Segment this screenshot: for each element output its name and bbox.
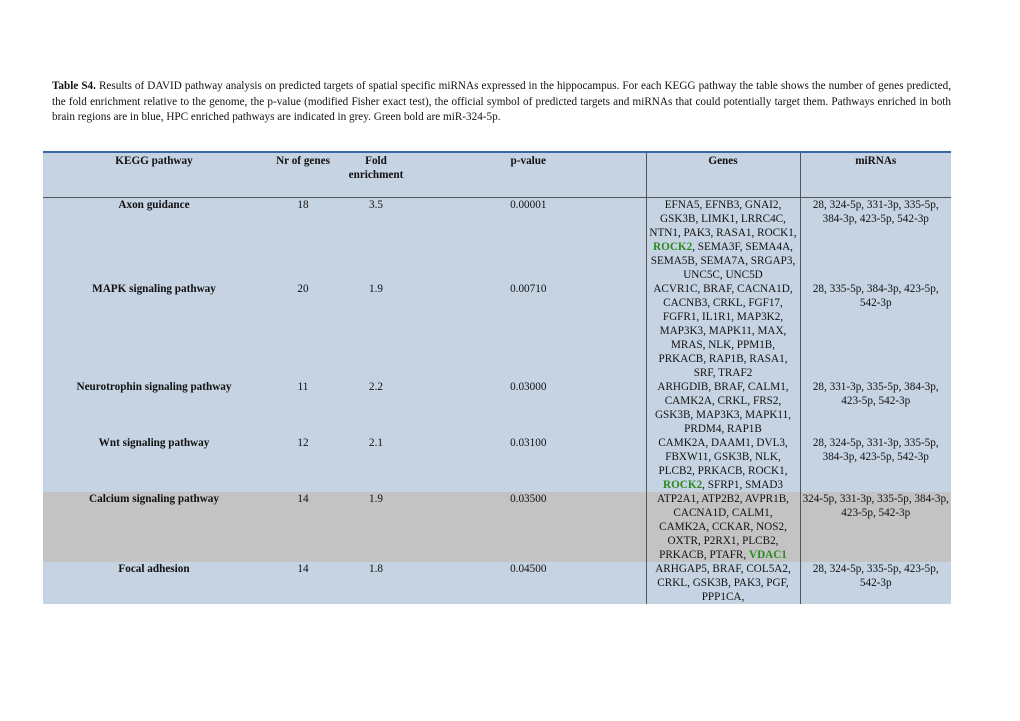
header-genes: Genes (646, 152, 800, 198)
caption-label: Table S4. (52, 80, 96, 93)
mir-324-5p-highlighted-gene: ROCK2 (663, 479, 703, 491)
header-fold-enrichment: Fold enrichment (341, 152, 411, 198)
pathway-cell: Wnt signaling pathway (43, 436, 265, 492)
table-body (43, 198, 951, 605)
pathway-cell: Axon guidance (43, 198, 265, 283)
kegg-pathway-table (43, 151, 951, 604)
header-nr-of-genes: Nr of genes (265, 152, 341, 198)
p-value-cell: 0.03000 (411, 380, 646, 436)
fold-enrichment-cell: 2.1 (341, 436, 411, 492)
fold-enrichment-cell: 1.8 (341, 562, 411, 604)
genes-cell (646, 198, 800, 283)
genes-text-continued: , SFRP1, SMAD3 (702, 479, 783, 491)
p-value-cell: 0.00710 (411, 282, 646, 380)
p-value-cell: 0.04500 (411, 562, 646, 604)
nr-genes-cell: 20 (265, 282, 341, 380)
nr-genes-cell: 14 (265, 492, 341, 562)
p-value-cell: 0.03500 (411, 492, 646, 562)
pathway-cell: MAPK signaling pathway (43, 282, 265, 380)
pathway-cell: Calcium signaling pathway (43, 492, 265, 562)
table-row (43, 282, 951, 380)
mirnas-cell: 28, 324-5p, 331-3p, 335-5p, 384-3p, 423-5p, 542-3p (800, 436, 951, 492)
caption-text: Results of DAVID pathway analysis on predicted targets of spatial specific miRNAs expressed in the hippocampus. For each KEGG pathway the table shows the number of genes predicted, the fold enrichment relative to the genome, the p-value (modified Fisher exact test), the official symbol of predicted targets and miRNAs that could potentially target them. Pathways enriched in both brain regions are in blue, HPC enriched pathways are indicated in grey. Green bold are miR-324-5p. (52, 80, 951, 124)
fold-enrichment-cell: 2.2 (341, 380, 411, 436)
genes-cell (646, 282, 800, 380)
table-row (43, 436, 951, 492)
genes-cell (646, 380, 800, 436)
mirnas-cell: 324-5p, 331-3p, 335-5p, 384-3p, 423-5p, 542-3p (800, 492, 951, 562)
genes-cell (646, 562, 800, 604)
genes-text: ACVR1C, BRAF, CACNA1D, CACNB3, CRKL, FGF17, FGFR1, IL1R1, MAP3K2, MAP3K3, MAPK11, MAX, MRAS, NLK, PPM1B, PRKACB, RAP1B, RASA1, SRF, TRAF2 (653, 283, 793, 379)
pathway-cell: Neurotrophin signaling pathway (43, 380, 265, 436)
header-mirnas: miRNAs (800, 152, 951, 198)
table-row (43, 198, 951, 283)
genes-text: ARHGAP5, BRAF, COL5A2, CRKL, GSK3B, PAK3, PGF, PPP1CA, (655, 563, 791, 603)
mirnas-cell: 28, 324-5p, 335-5p, 423-5p, 542-3p (800, 562, 951, 604)
fold-enrichment-cell: 1.9 (341, 492, 411, 562)
mirnas-cell: 28, 331-3p, 335-5p, 384-3p, 423-5p, 542-3p (800, 380, 951, 436)
genes-text: ARHGDIB, BRAF, CALM1, CAMK2A, CRKL, FRS2, GSK3B, MAP3K3, MAPK11, PRDM4, RAP1B (654, 381, 792, 435)
genes-text: CAMK2A, DAAM1, DVL3, FBXW11, GSK3B, NLK, PLCB2, PRKACB, ROCK1, (658, 437, 788, 477)
nr-genes-cell: 11 (265, 380, 341, 436)
genes-text-continued: , SEMA3F, SEMA4A, SEMA5B, SEMA7A, SRGAP3, UNC5C, UNC5D (650, 241, 796, 281)
fold-enrichment-cell: 3.5 (341, 198, 411, 283)
mirnas-cell: 28, 335-5p, 384-3p, 423-5p, 542-3p (800, 282, 951, 380)
table-caption (52, 79, 951, 126)
table-row (43, 492, 951, 562)
mir-324-5p-highlighted-gene: VDAC1 (748, 549, 787, 561)
table-header-row (43, 152, 951, 198)
table-row (43, 380, 951, 436)
pathway-cell: Focal adhesion (43, 562, 265, 604)
genes-text: EFNA5, EFNB3, GNAI2, GSK3B, LIMK1, LRRC4C, NTN1, PAK3, RASA1, ROCK1, (649, 199, 797, 239)
nr-genes-cell: 14 (265, 562, 341, 604)
genes-text: ATP2A1, ATP2B2, AVPR1B, CACNA1D, CALM1, CAMK2A, CCKAR, NOS2, OXTR, P2RX1, PLCB2, PRKACB, PTAFR, (657, 493, 789, 561)
p-value-cell: 0.00001 (411, 198, 646, 283)
genes-cell (646, 436, 800, 492)
p-value-cell: 0.03100 (411, 436, 646, 492)
nr-genes-cell: 12 (265, 436, 341, 492)
mir-324-5p-highlighted-gene: ROCK2 (653, 241, 693, 253)
fold-enrichment-cell: 1.9 (341, 282, 411, 380)
table-row (43, 562, 951, 604)
nr-genes-cell: 18 (265, 198, 341, 283)
genes-cell (646, 492, 800, 562)
header-kegg-pathway: KEGG pathway (43, 152, 265, 198)
header-p-value: p-value (411, 152, 646, 198)
mirnas-cell: 28, 324-5p, 331-3p, 335-5p, 384-3p, 423-5p, 542-3p (800, 198, 951, 283)
